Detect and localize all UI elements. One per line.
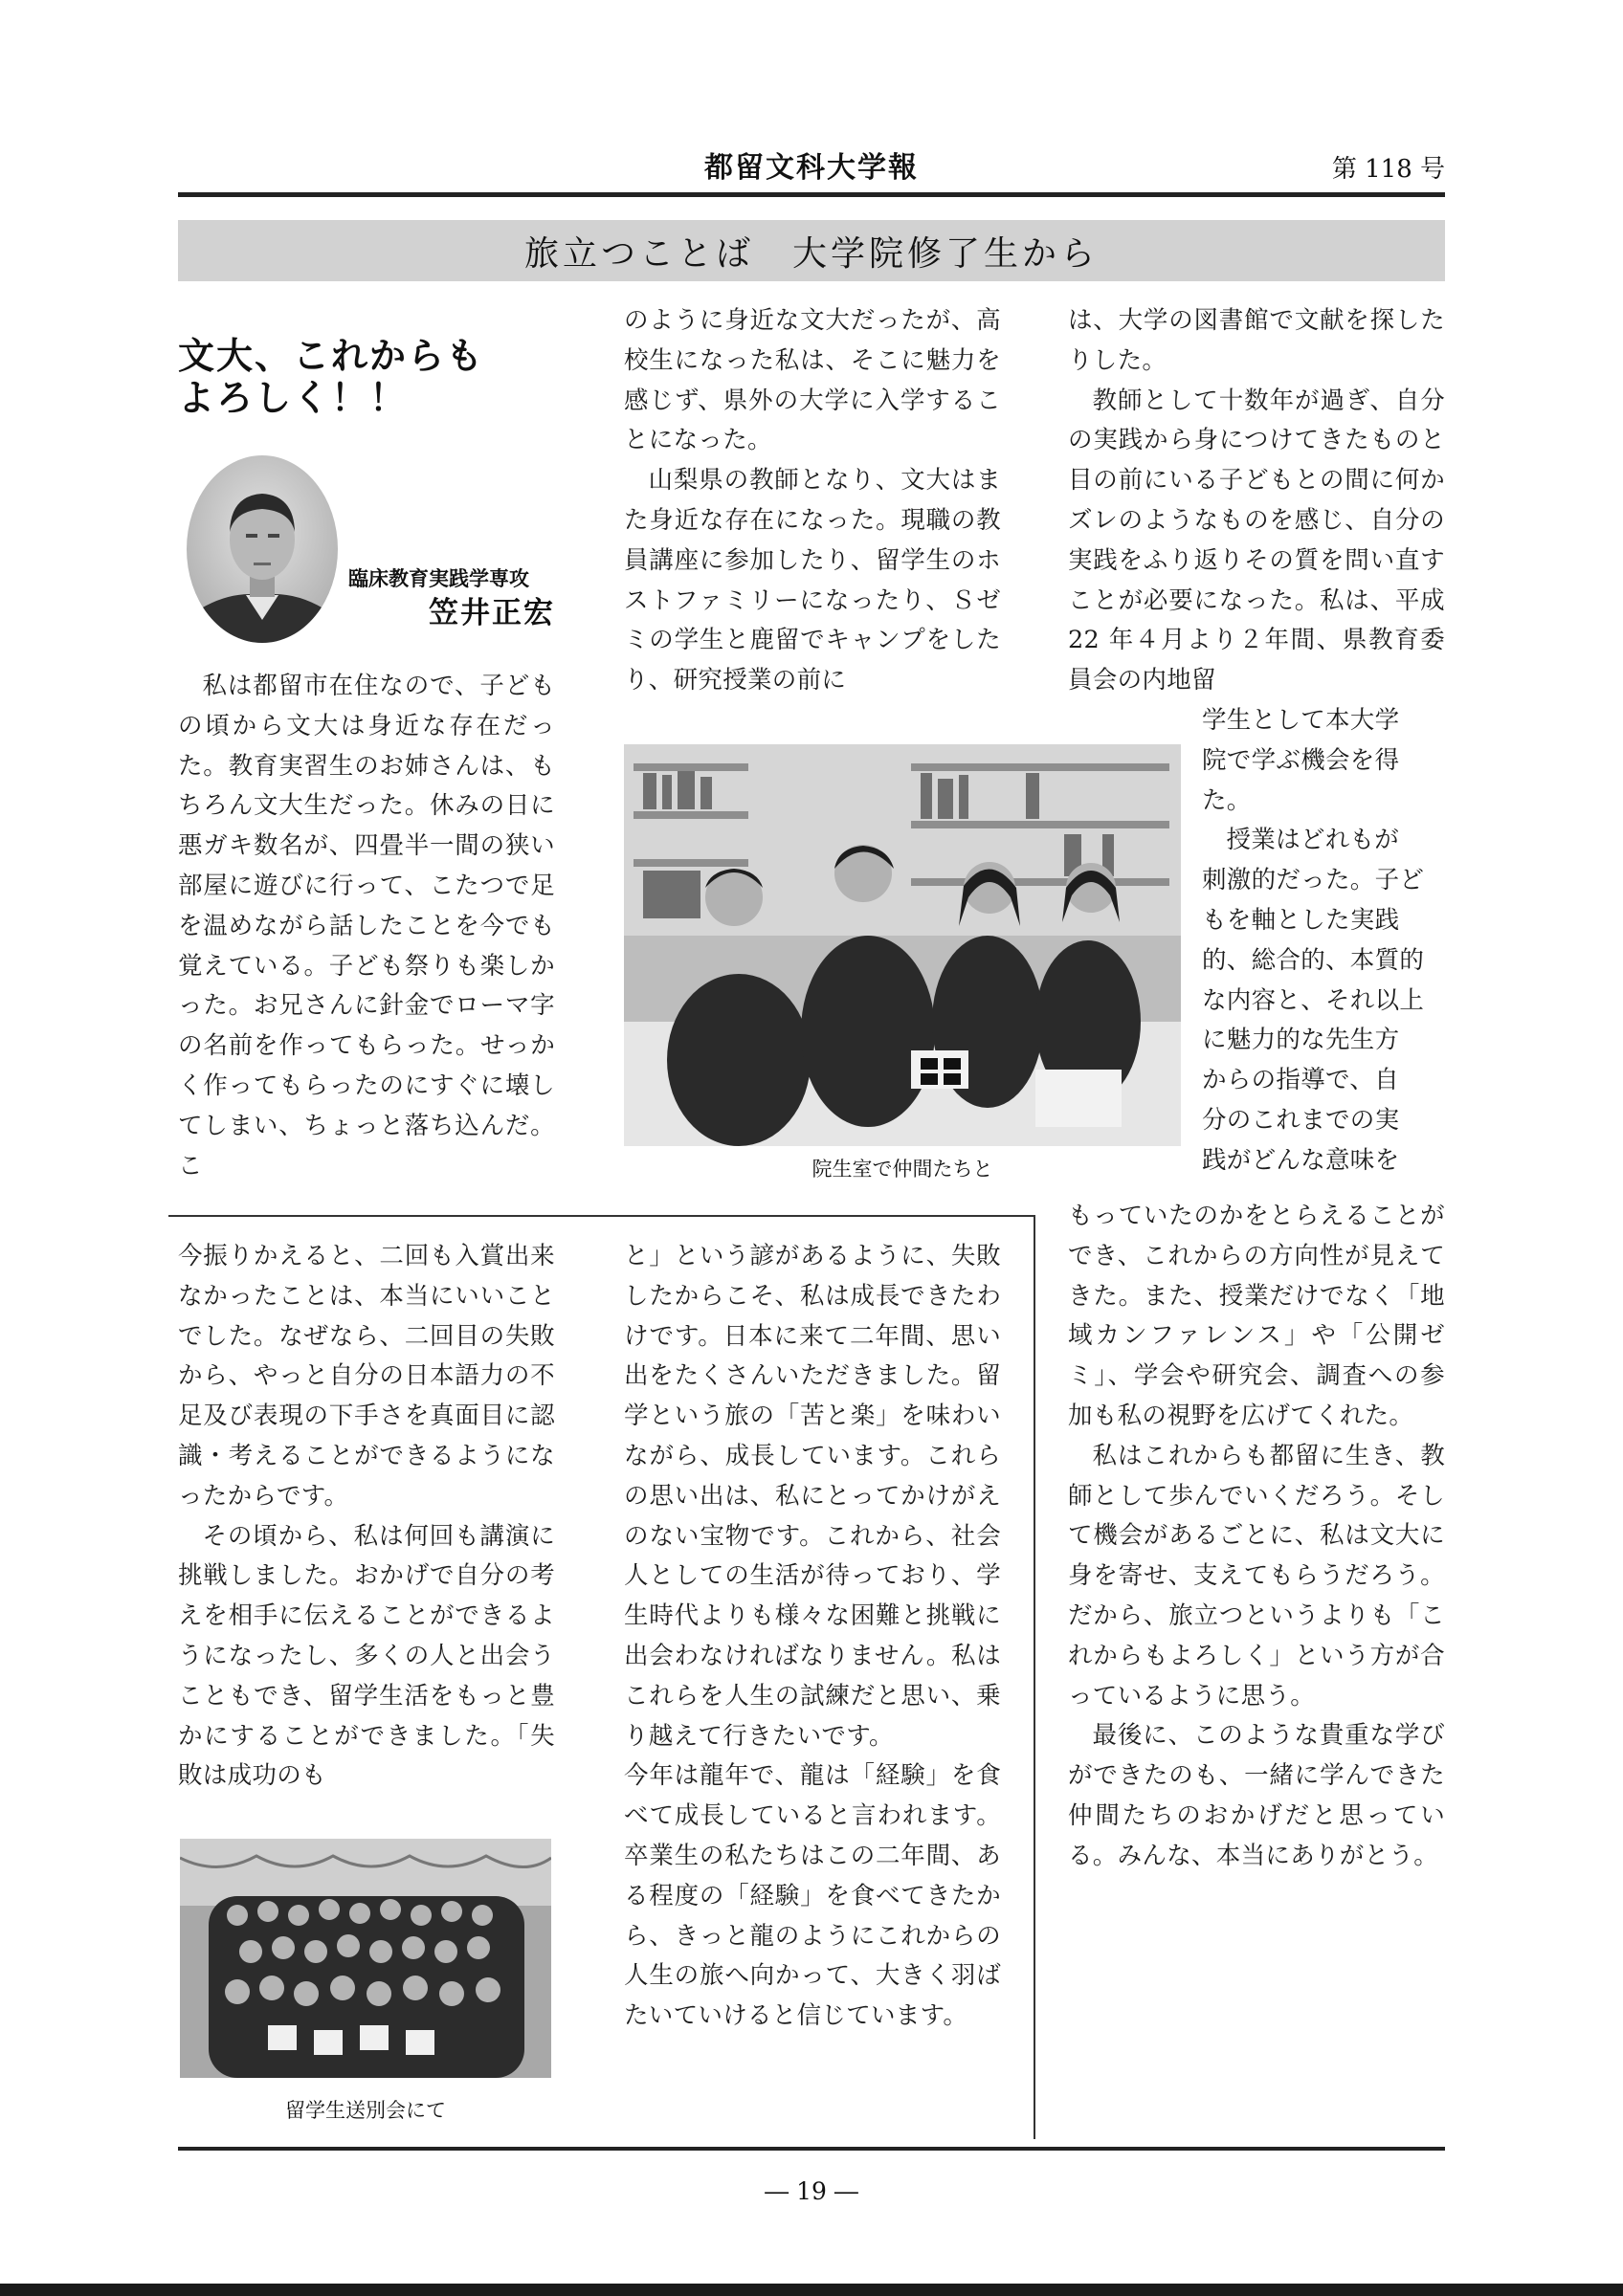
article1-col3-paragraph-1: は、大学の図書館で文献を探したりした。 — [1068, 306, 1445, 375]
narrow-line-2: 院で学ぶ機会を得 — [1202, 745, 1400, 775]
issue-number: 第 118 号 — [1331, 155, 1445, 184]
article2-col1-paragraph-1: 今振りかえると、二回も入賞出来なかったことは、本当にいいことでした。なぜなら、二回目の失敗から、やっと自分の日本語力の不足及び表現の下手さを真面目に認識・考えることができるようになったからです。 — [178, 1242, 555, 1511]
article2-column-2 — [624, 1237, 1001, 2037]
farewell-party-photo-image — [180, 1839, 551, 2078]
narrow-line-3: た。 — [1202, 785, 1252, 815]
author-name: 笠井正宏 — [429, 596, 555, 630]
author-portrait — [187, 455, 338, 643]
page-number: ― 19 ― — [765, 2177, 858, 2205]
article-headline — [178, 335, 542, 419]
grad-room-photo-image — [624, 744, 1181, 1146]
narrow-line-8: な内容と、それ以上 — [1202, 985, 1425, 1015]
article2-col2-paragraph-1: と」という諺があるように、失敗したからこそ、私は成長できたわけです。日本に来て二年間、思い出をたくさんいただきました。留学という旅の「苦と楽」を味わいながら、成長しています。これらの思い出は、私にとってかけがえのない宝物です。これから、社会人としての生活が待っており、学生時代よりも様々な困難と挑戦に出会わなければなりません。私はこれらを人生の試練だと思い、乗り越えて行きたいです。 — [624, 1242, 1001, 1751]
narrow-line-6: もを軸とした実践 — [1202, 905, 1400, 935]
article1-col2-paragraph-2: 山梨県の教師となり、文大はまた身近な存在になった。現職の教員講座に参加したり、留学生のホストファミリーになったり、Ｓゼミの学生と鹿留でキャンプをしたり、研究授業の前に — [624, 466, 1001, 695]
article1-col2-paragraph-1: のように身近な文大だったが、高校生になった私は、そこに魅力を感じず、県外の大学に入学することになった。 — [624, 306, 1001, 455]
article1-col1-paragraph: 私は都留市在住なので、子ども の頃から文大は身近な存在だった。教育実習生のお姉さんは、もちろん文大生だった。休みの日に悪ガキ数名が、四畳半一間の狭い部屋に遊びに行って、こたつで足を温めながら話したことを今でも覚えている。子ども祭りも楽しかった。お兄さんに針金でローマ字の名前を作ってもらった。せっかく作ってもらったのにすぐに壊してしまい、ちょっと落ち込んだ。こ — [178, 672, 555, 1181]
article1-col3-paragraph-3: 私はこれからも都留に生き、教師として歩んでいくだろう。そして機会があるごとに、私は文大に身を寄せ、支えてもらうだろう。だから、旅立つというよりも「これからもよろしく」という方が合っているように思う。 — [1068, 1441, 1445, 1711]
footer-rule — [178, 2147, 1445, 2151]
article1-col3-paragraph-4: 最後に、このような貴重な学びができたのも、一緒に学んできた仲間たちのおかげだと思っている。みんな、本当にありがとう。 — [1068, 1721, 1445, 1870]
article1-column-3-bottom — [1068, 1197, 1445, 1877]
scan-edge-bar — [0, 2284, 1623, 2296]
farewell-party-photo — [180, 1839, 551, 2078]
narrow-line-10: からの指導で、自 — [1202, 1066, 1399, 1095]
narrow-line-12: 践がどんな意味を — [1202, 1145, 1400, 1175]
narrow-line-4: 授業はどれもが — [1226, 826, 1400, 855]
narrow-line-1: 学生として本大学 — [1202, 706, 1400, 735]
grad-room-photo — [624, 744, 1181, 1146]
grad-room-photo-caption: 院生室で仲間たちと — [812, 1158, 993, 1181]
article2-col2-paragraph-2: 今年は龍年で、龍は「経験」を食べて成長していると言われます。卒業生の私たちはこの二年間、ある程度の「経験」を食べてきたから、きっと龍のようにこれからの人生の旅へ向かって、大きく羽ばたいていけると信じています。 — [624, 1761, 1001, 2031]
section-title: 旅立つことば 大学院修了生から — [523, 233, 1099, 274]
article2-col1-paragraph-2: その頃から、私は何回も講演に挑戦しました。おかげで自分の考えを相手に伝えることができるようになったし、多くの人と出会うこともでき、留学生活をもっと豊かにすることができました。「失敗は成功のも — [178, 1521, 555, 1791]
narrow-line-5: 刺激的だった。子ど — [1202, 866, 1425, 895]
portrait-photo — [187, 455, 338, 643]
article1-column-3-top — [1068, 301, 1445, 701]
narrow-line-11: 分のこれまでの実 — [1202, 1105, 1400, 1135]
article1-col3-continued: もっていたのかをとらえることができ、これからの方向性が見えてきた。また、授業だけでなく「地域カンファレンス」や「公開ゼミ」、学会や研究会、調査への参加も私の視野を広げてくれた。 — [1068, 1202, 1445, 1430]
article-divider-horizontal — [168, 1215, 1035, 1217]
article2-column-1 — [178, 1237, 555, 1797]
narrow-line-7: 的、総合的、本質的 — [1202, 945, 1425, 975]
author-department: 臨床教育実践学専攻 — [348, 567, 529, 590]
farewell-party-photo-caption: 留学生送別会にて — [285, 2099, 446, 2122]
header-rule — [178, 192, 1445, 197]
article-divider-vertical — [1034, 1215, 1035, 2139]
headline-line-1: 文大、これからも — [178, 335, 485, 377]
journal-title: 都留文科大学報 — [704, 151, 919, 185]
article1-column-3-narrow — [1202, 701, 1445, 1181]
article1-column-1 — [178, 667, 555, 1186]
section-banner — [178, 220, 1445, 281]
article1-column-2 — [624, 301, 1001, 701]
headline-line-2: よろしく！！ — [178, 377, 409, 419]
article1-col3-paragraph-2: 教師として十数年が過ぎ、自分の実践から身につけてきたものと目の前にいる子どもとの間に何かズレのようなものを感じ、自分の実践をふり返りその質を問い直すことが必要になった。私は、平成 22 年４月より２年間、県教育委員会の内地留 — [1068, 386, 1445, 695]
narrow-line-9: に魅力的な先生方 — [1202, 1026, 1400, 1055]
